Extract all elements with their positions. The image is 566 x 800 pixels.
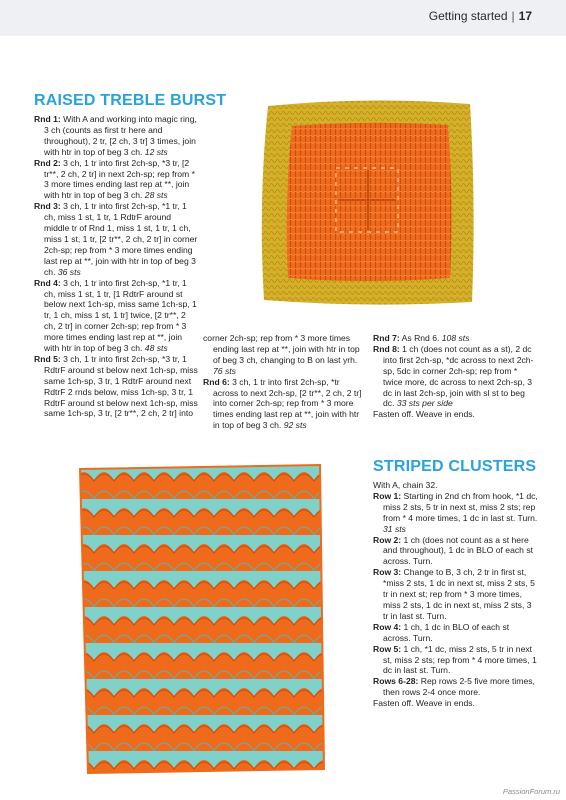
row-label: Rnd 3: bbox=[34, 201, 61, 212]
row-text: Starting in 2nd ch from hook, *1 dc, miss 2 sts, 5 tr in next st, miss 2 sts; rep from * 4 more times, 1 dc in last st. Turn. bbox=[383, 490, 538, 523]
raised-title: RAISED TREBLE BURST bbox=[34, 92, 227, 109]
stitch-count: 108 sts bbox=[441, 333, 470, 343]
row-text: corner 2ch-sp; rep from * 3 more times ending last rep at **, join with htr in top of beg 3 ch, changing to B on last yrh. bbox=[203, 333, 360, 365]
stitch-count: 76 sts bbox=[213, 365, 236, 376]
pattern-row bbox=[203, 333, 366, 377]
stitch-count: 31 sts bbox=[383, 523, 406, 534]
row-label: Row 2: bbox=[373, 534, 402, 545]
row-text: 1 ch, 1 dc in BLO of each st across. Turn. bbox=[383, 621, 510, 643]
watermark: PassionForum.ru bbox=[502, 787, 560, 796]
stitch-count: 48 sts bbox=[144, 343, 168, 354]
pattern-row bbox=[203, 377, 366, 432]
row-label: Row 1: bbox=[373, 490, 402, 501]
row-text: Change to B, 3 ch, 2 tr in first st, *miss 2 sts, 1 dc in next st, miss 2 sts, 5 tr in next st; rep from * 3 more times, miss 2 sts, 1 dc in next st, miss 2 sts, 3 tr in last st. Turn. bbox=[383, 567, 535, 621]
row-label: Row 3: bbox=[373, 567, 402, 578]
pattern-row bbox=[373, 344, 538, 409]
row-text: With A and working into magic ring, 3 ch (counts as first tr here and throughout), 2 tr, [2 ch, 3 tr] 3 times, join with htr in top of beg 3 ch. bbox=[44, 114, 197, 157]
row-label: Rnd 6: bbox=[203, 376, 230, 387]
row-text: 3 ch, 1 tr into first 2ch-sp, *1 tr, 1 ch, miss 1 st, 1 tr, [1 RdtrF around st below next 1ch-sp, miss same 1ch-sp, 1 tr, 1 ch, miss 1 st, 1 tr] twice, [2 tr**, 2 ch, 2 tr] in corner 2ch-sp; rep from * 3 more times ending last rep at **, join with htr in top of beg 3 ch. bbox=[44, 277, 197, 354]
pattern-row bbox=[373, 491, 539, 535]
striped-title: STRIPED CLUSTERS bbox=[373, 458, 537, 475]
row-text: 3 ch, 1 tr into first 2ch-sp, *tr across to next 2ch-sp, [2 tr**, 2 ch, 2 tr] into corner 2ch-sp; rep from * 3 more times ending last rep at **, join with htr in top of beg 3 ch. bbox=[213, 376, 362, 431]
pattern-row bbox=[373, 644, 539, 677]
pattern-row bbox=[373, 676, 539, 698]
row-label: Row 4: bbox=[373, 621, 402, 632]
orange-center bbox=[287, 123, 452, 281]
row-text: As Rnd 6. bbox=[399, 333, 442, 343]
row-text: 1 ch (does not count as a st), 2 dc into first 2ch-sp, *dc across to next 2ch-sp, 5dc in corner 2ch-sp; rep from * twice more, dc across to next 2ch-sp, 3 dc in last 2ch-sp, join with sl st to beg dc. bbox=[383, 343, 534, 409]
row-text: 3 ch, 1 tr into first 2ch-sp, *3 tr, 1 RdtrF around st below next 1ch-sp, miss same 1ch-sp, 3 tr, 1 RdtrF around next RdtrF 2 rnds below, miss 1ch-sp, 3 tr, 1 RdtrF around st below next 1ch-sp, miss same 1ch-sp, 3 tr, [2 tr**, 2 ch, 2 tr] into bbox=[44, 353, 198, 419]
raised-col-1 bbox=[34, 114, 198, 419]
row-label: Rnd 4: bbox=[34, 277, 61, 288]
pattern-row bbox=[373, 333, 538, 344]
header-separator: | bbox=[511, 9, 515, 23]
pattern-row bbox=[373, 622, 539, 644]
stitch-count: 12 sts bbox=[144, 146, 168, 157]
pattern-row bbox=[373, 535, 539, 568]
page-number: 17 bbox=[518, 9, 532, 23]
section-name: Getting started bbox=[428, 9, 508, 23]
row-label: Rnd 7: bbox=[373, 333, 400, 343]
pattern-row bbox=[34, 114, 198, 158]
row-label: Rnd 1: bbox=[34, 114, 61, 124]
row-text: 1 ch, *1 dc, miss 2 sts, 5 tr in next st, miss 2 sts; rep from * 4 more times, 1 dc in last st. Turn. bbox=[383, 643, 537, 676]
raised-treble-square-photo bbox=[258, 98, 478, 306]
pattern-row bbox=[34, 201, 198, 277]
pattern-row bbox=[373, 567, 539, 622]
row-text: 3 ch, 1 tr into first 2ch-sp, *1 tr, 1 ch, miss 1 st, 1 tr, 1 RdtrF around middle tr of Rnd 1, miss 1 st, 1 tr, 1 ch, miss 1 st, 1 tr, [2 tr**, 2 ch, 2 tr] in corner 2ch-sp; rep from * 3 more times ending last rep at **, join with htr in top of beg 3 ch. bbox=[44, 201, 198, 277]
pattern-row bbox=[34, 158, 198, 202]
fasten-off-note: Fasten off. Weave in ends. bbox=[373, 698, 475, 709]
row-text: 3 ch, 1 tr into first 2ch-sp, *3 tr, [2 tr**, 2 ch, 2 tr] in next 2ch-sp; rep from * 3 more times ending last rep at **, join with htr in top of beg 3 ch. bbox=[44, 157, 195, 201]
intro-text: With A, chain 32. bbox=[373, 480, 438, 490]
stitch-count: 28 sts bbox=[144, 190, 168, 201]
raised-col-3 bbox=[373, 333, 538, 420]
striped-clusters-swatch-photo bbox=[74, 463, 332, 777]
row-text: Rep rows 2-5 five more times, then rows 2-4 once more. bbox=[383, 676, 535, 698]
row-label: Row 5: bbox=[373, 643, 402, 654]
row-label: Rows 6-28: bbox=[373, 676, 419, 687]
pattern-row bbox=[34, 278, 198, 354]
running-head bbox=[429, 9, 532, 23]
row-label: Rnd 2: bbox=[34, 157, 61, 168]
row-text: 1 ch (does not count as a st here and throughout), 1 dc in BLO of each st across. Turn. bbox=[383, 534, 534, 567]
fasten-off-note: Fasten off. Weave in ends. bbox=[373, 409, 475, 420]
row-label: Rnd 5: bbox=[34, 353, 61, 364]
pattern-row bbox=[34, 354, 198, 419]
raised-col-2 bbox=[203, 333, 366, 431]
striped-col bbox=[373, 480, 539, 709]
stitch-count: 33 sts per side bbox=[396, 398, 453, 409]
stitch-count: 92 sts bbox=[283, 420, 307, 431]
stitch-count: 36 sts bbox=[57, 266, 81, 277]
row-label: Rnd 8: bbox=[373, 343, 400, 354]
